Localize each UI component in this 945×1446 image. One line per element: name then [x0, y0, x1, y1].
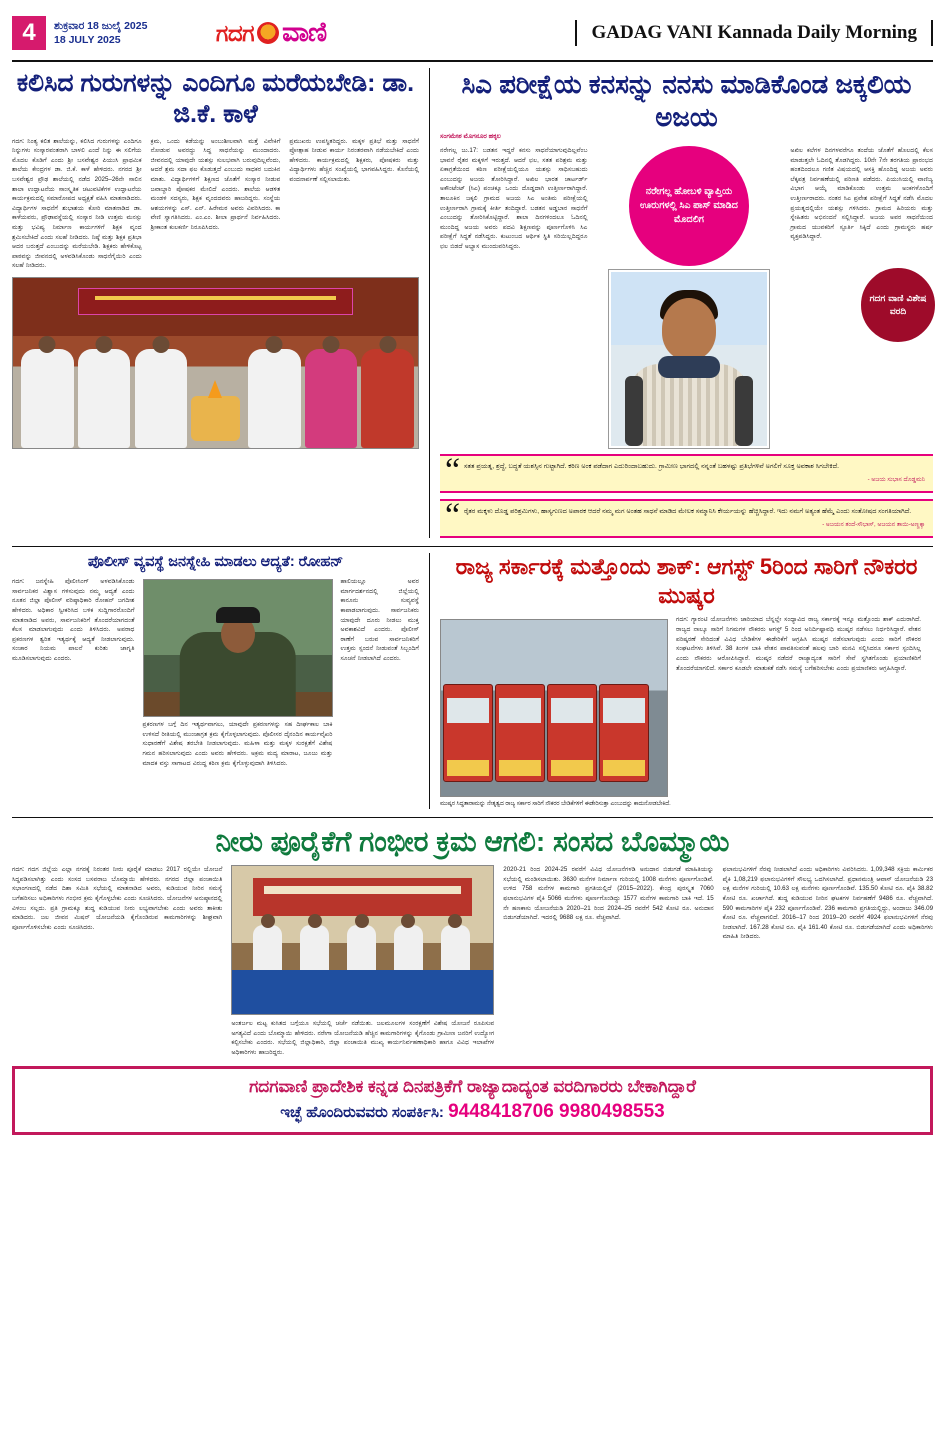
story-water-photo: [231, 865, 494, 1015]
story-transport-col-1: ಗದಗ: ಗ್ಯಾರಂಟಿ ಯೋಜನೆಗಳು ಜಾರಿಯಾದ ಬೆನ್ನಲ್ಲೇ ಸಂಧ್ಯಾವಿದ ರಾಜ್ಯ ಸರ್ಕಾರಕ್ಕೆ ಇನ್ನೂ ಮತ್ತೊಂದು ಶಾಕ್ ಎದುರಾಗಿದೆ. ರಾಜ್ಯದ ನಾಲ್ಕೂ ಸಾರಿಗೆ ನಿಗಮಗಳ ನೌಕರರು ಆಗಸ್ಟ್ 5 ರಿಂದ ಅನಿರ್ದಿಷ್ಟಾವಧಿ ಮುಷ್ಕರ ನಡೆಸಲು ನಿರ್ಧರಿಸಿದ್ದಾರೆ. ವೇತನ ಪರಿಷ್ಕರಣೆ ಸೇರಿದಂತೆ ವಿವಿಧ ಬೇಡಿಕೆಗಳ ಈಡೇರಿಕೆಗೆ ಆಗ್ರಹಿಸಿ ಮುಷ್ಕರ ನಡೆಸಲಾಗುವುದು ಎಂದು ಸಾರಿಗೆ ನೌಕರರ ಸಂಘಟನೆಗಳು ತಿಳಿಸಿವೆ. 38 ತಿಂಗಳ ಬಾಕಿ ವೇತನ ಪಾವತಿಸುವಂತೆ ಹಲವು ಬಾರಿ ಮನವಿ ಸಲ್ಲಿಸಿದರೂ ಸರ್ಕಾರ ಸ್ಪಂದಿಸಿಲ್ಲ ಎಂದು ನೌಕರರು ಆರೋಪಿಸಿದ್ದಾರೆ. ಮುಷ್ಕರ ನಡೆದರೆ ರಾಜ್ಯಾದ್ಯಂತ ಸಾರಿಗೆ ಸೇವೆ ಸ್ಥಗಿತಗೊಂಡು ಪ್ರಯಾಣಿಕರಿಗೆ ತೊಂದರೆಯಾಗಲಿದೆ. ಸರ್ಕಾರ ಕೂಡಲೇ ಮಾತುಕತೆ ನಡೆಸಿ ಸಮಸ್ಯೆ ಬಗೆಹರಿಸಬೇಕು ಎಂದು ಪ್ರಯಾಣಿಕರು ಆಗ್ರಹಿಸಿದ್ದಾರೆ.: [676, 616, 921, 672]
story-teachers-col-2: ಕ್ರಮ, ಒಂದು ಕಡೆಯನ್ನು ಅಂಬುಶೀಲವಾಗಿ ಮತ್ತೆ ವಿವೇಕಿಗೆ ನೋಡುವ ಅವರದ್ದು ಸಿದ್ಧ ಸಾಧನೆಯನ್ನು ಮುಂದಾದರು. ಜೀವನದಲ್ಲಿ ಯಾವುದೇ ಯಶಸ್ಸು ಸುಲಭವಾಗಿ ಬರುವುದಿಲ್ಲವೆಂದು, ಆದರೆ ಶ್ರಮ ಸದಾ ಫಲ ಕೊಡುತ್ತದೆ ಎಂಬುದು ಸಾಧಕರ ಬದುಕಿನ ಮಾತು. ವಿದ್ಯಾರ್ಥಿಗಳಿಗೆ ಶಿಕ್ಷಣದ ಜೊತೆಗೆ ಸಂಸ್ಕಾರ ನೀಡುವ ಜವಾಬ್ದಾರಿ ಪೋಷಕರ ಮೇಲಿದೆ ಎಂದರು. ಶಾಲೆಯ ಆಡಳಿತ ಮಂಡಳಿ ಸದಸ್ಯರು, ಶಿಕ್ಷಕ ವೃಂದದವರು ಹಾಜರಿದ್ದರು. ಸಂಸ್ಥೆಯ ಆಶಯಗಳನ್ನು ಎಸ್. ಎನ್. ಹಿರೇಮಠ ಅವರು ವಿವರಿಸಿದರು. ಕಾ ವೇಣಿ ಸ್ವಾಗತಿಸಿದರು. ಎಂ.ಎಂ. ಶೀಲಾ ಪ್ರಾರ್ಥನೆ ನಿರ್ವಹಿಸಿದರು. ಶ್ರೀಕಾಂತ ಕುಲಕರ್ಣಿ ನಿರೂಪಿಸಿದರು.: [150, 137, 281, 231]
story-ca-columns: [440, 146, 933, 448]
story-teachers-col-1: ಗದಗ: ನಿಂತ್ಯ ಕಲಿತ ಶಾಲೆಯನ್ನು, ಕಲಿಸಿದ ಗುರುಗಳನ್ನು ಎಂದಿಗೂ ನಿನ್ನುಗಳು ಸಂಸ್ಕಾರವಂತರಾಗಿ ಬಾಳಲಿ ಎಂದೆ ನಿನ್ನು ಈ ಸಲಿಗೆಯ ಮೊದಲ ಕೊಡಿಗೆ ಎಂದು ಶ್ರೀ ಬಸವೇಶ್ವರ ಪಿಯುಸಿ ಪ್ರಾಥಮಿಕ ಶಾಲೆಯ ಕೇಂದ್ರಗಳ ಡಾ. ಜಿ.ಕೆ. ಕಾಳೆ ಹೇಳಿದರು. ನಗರದ ಶ್ರೀ ಬಸವೇಶ್ವರ ಪ್ರೌಢ ಶಾಲೆಯಲ್ಲಿ ನಡೆದ 2025–26ನೇ ಸಾಲಿನ ಶಾಲಾ ಉದ್ಘಾಟನೆಯ ಸಾಂಸ್ಕೃತಿಕ ಚಟುವಟಿಕೆಗಳ ಉದ್ಘಾಟನೆಯ ಕಾರ್ಯಕ್ರಮದಲ್ಲಿ ಸಮಾರೋಪದ ಅಧ್ಯಕ್ಷತೆ ವಹಿಸಿ ಮಾತನಾಡಿದರು. ವಿದ್ಯಾರ್ಥಿಗಳ ಸಾಧನೆಗೆ ಶುಭಾಶಯ ಕೋರಿ ಮಾತನಾಡಿದ ಡಾ. ಕಾಳೆಯವರು, ಪ್ರೌಢಾವಸ್ಥೆಯಲ್ಲಿ ಸಂಸ್ಕಾರ ನೀಡಿ ಉತ್ತಮ ಮನಸ್ಸು ಮತ್ತು ಭವಿಷ್ಯ ನಿರ್ಮಾಣ ಕಾರ್ಯಗಳಿಗೆ ಶಿಕ್ಷಕ ವೃಂದ ಶ್ರಮಿಸಬೇಕಿದೆ ಎಂದು ಸಲಹೆ ನೀಡಿದರು. ನಿಷ್ಠೆ ಮತ್ತು ಶಿಕ್ಷಕ ಪ್ರತಿಭಾ ಆದರ ಬರುತ್ತದೆ ಎಂಬುದನ್ನು ಮರೆಯಬೇಡಿ. ಶಿಕ್ಷಕರು ಹೇಳಿಕೊಟ್ಟ ಪಾಠವನ್ನು ಜೀವನದಲ್ಲಿ ಅಳವಡಿಸಿಕೊಂಡು ಸಾಧನೆಗೈಯಿರಿ ಎಂದು ಸಲಹೆ ನೀಡಿದರು.: [12, 137, 142, 270]
story-police-col-1: ಗದಗ: ಜನಸ್ನೇಹಿ ಪೊಲೀಸಿಂಗ್ ಅಳವಡಿಸಿಕೊಂಡು ಸಾರ್ವಜನಿಕರ ವಿಶ್ವಾಸ ಗಳಿಸುವುದು ನಮ್ಮ ಆದ್ಯತೆ ಎಂದು ನೂತನ ಜಿಲ್ಲಾ ಪೊಲೀಸ್ ವರಿಷ್ಠಾಧಿಕಾರಿ ರೋಹನ್ ಜಗದೀಶ ಹೇಳಿದರು. ಅಧಿಕಾರ ಸ್ವೀಕರಿಸಿದ ಬಳಿಕ ಸುದ್ದಿಗಾರರೊಂದಿಗೆ ಮಾತನಾಡಿದ ಅವರು, ಸಾರ್ವಜನಿಕರಿಗೆ ತೊಂದರೆಯಾಗದಂತೆ ಕೆಲಸ ಮಾಡಲಾಗುವುದು ಎಂದು ತಿಳಿಸಿದರು. ಅಪರಾಧ ಪ್ರಕರಣಗಳ ತ್ವರಿತ ಇತ್ಯರ್ಥಕ್ಕೆ ಆದ್ಯತೆ ನೀಡಲಾಗುವುದು. ಸಂಚಾರ ನಿಯಮ ಪಾಲನೆ ಕುರಿತು ಜಾಗೃತಿ ಮೂಡಿಸಲಾಗುವುದು ಎಂದರು.: [12, 578, 135, 662]
story-ca-portrait: [609, 270, 769, 448]
paper-title: GADAG VANI Kannada Daily Morning: [575, 20, 933, 46]
masthead: [12, 10, 933, 62]
story-transport-headline: ರಾಜ್ಯ ಸರ್ಕಾರಕ್ಕೆ ಮತ್ತೊಂದು ಶಾಕ್: ಆಗಸ್ಟ್ 5ರಿಂದ ಸಾರಿಗೆ ನೌಕರರ ಮುಷ್ಕರ: [455, 554, 918, 608]
top-section: [12, 68, 933, 538]
logo-text-gadaga: ಗದಗ: [215, 19, 255, 46]
story-ca-byline: ಸಂಗಮೇಶ ಮೊಗನೂರ ಹಕ್ಕಲ: [440, 133, 501, 140]
date-english: 18 JULY 2025: [54, 34, 121, 46]
story-ca-quote-2: [440, 499, 933, 538]
story-ca-headline: ಸಿಎ ಪರೀಕ್ಷೆಯ ಕನಸನ್ನು ನನಸು ಮಾಡಿಕೊಂಡ ಜಕ್ಕಲಿಯ ಅಜಯ: [461, 69, 912, 132]
ad-phone-numbers[interactable]: 9448418706 9980498553: [448, 1100, 665, 1122]
page-number: 4: [12, 16, 46, 50]
story-teachers-headline: ಕಲಿಸಿದ ಗುರುಗಳನ್ನು ಎಂದಿಗೂ ಮರೆಯಬೇಡಿ: ಡಾ. ಜಿ.ಕೆ. ಕಾಳೆ: [16, 69, 415, 129]
story-teachers-col-3: ಪ್ರಮುಖರು ಉಪಸ್ಥಿತರಿದ್ದರು. ಮಕ್ಕಳ ಪ್ರತಿಭೆ ಮತ್ತು ಸಾಧನೆಗೆ ಪ್ರೋತ್ಸಾಹ ನೀಡುವ ಕಾರ್ಯ ನಿರಂತರವಾಗಿ ನಡೆಯಬೇಕಿದೆ ಎಂದು ಹೇಳಿದರು. ಕಾರ್ಯಕ್ರಮದಲ್ಲಿ ಶಿಕ್ಷಕರು, ಪೋಷಕರು ಮತ್ತು ವಿದ್ಯಾರ್ಥಿಗಳು ಹೆಚ್ಚಿನ ಸಂಖ್ಯೆಯಲ್ಲಿ ಭಾಗವಹಿಸಿದ್ದರು. ಕೊನೆಯಲ್ಲಿ ವಂದನಾರ್ಪಣೆ ಸಲ್ಲಿಸಲಾಯಿತು.: [289, 137, 420, 183]
story-police-col-2: ಪ್ರಕರಣಗಳ ಬಗ್ಗೆ ದಿನ ಇತ್ಯರ್ಥವಾಗಲು, ಯಾವುದೇ ಪ್ರಕರಣಗಳನ್ನು ಸಹ ದೀರ್ಘಕಾಲ ಬಾಕಿ ಉಳಿಸದೆ ರೀತಿಯಲ್ಲಿ ಮುಂಜಾಗ್ರತ ಕ್ರಮ ಕೈಗೊಳ್ಳಲಾಗುವುದು. ಪೊಲೀಸರ ದೈನಂದಿನ ಕಾರ್ಯವೈಖರಿ ಸುಧಾರಣೆಗೆ ವಿಶೇಷ ತರಬೇತಿ ನೀಡಲಾಗುವುದು. ಮಹಿಳಾ ಮತ್ತು ಮಕ್ಕಳ ಸುರಕ್ಷತೆಗೆ ವಿಶೇಷ ಗಮನ ಹರಿಸಲಾಗುವುದು ಎಂದು ಅವರು ಹೇಳಿದರು. ಅಕ್ರಮ ಮದ್ಯ ಮಾರಾಟ, ಜೂಜು ಮತ್ತು ಮಾದಕ ವಸ್ತು ಸಾಗಾಟದ ವಿರುದ್ಧ ಕಠಿಣ ಕ್ರಮ ಕೈಗೊಳ್ಳುವುದಾಗಿ ತಿಳಿಸಿದರು.: [142, 721, 333, 767]
story-water: [12, 817, 933, 1057]
masthead-right: [366, 20, 933, 46]
sun-logo-icon: [257, 22, 279, 44]
story-transport-columns: [440, 615, 933, 797]
ad-contact-label: ಇಚ್ಛೆ ಹೊಂದಿರುವವರು ಸಂಪರ್ಕಿಸಿ:: [280, 1103, 444, 1121]
story-water-col-1: ಗದಗ: ಗದಗ ಜಿಲ್ಲೆಯ ಎಲ್ಲಾ ನಗರಕ್ಕೆ ನಿರಂತರ ನೀರು ಪೂರೈಕೆ ಮಾಡಲು 2017 ರಲ್ಲಿಯೇ ಯೋಜನೆ ಸಿದ್ಧಪಡಿಸಲಾಗಿತ್ತು ಎಂದು ಸಂಸದ ಬಸವರಾಜ ಬೊಮ್ಮಾಯಿ ಹೇಳಿದರು. ನಗರದ ಜಿಲ್ಲಾ ಪಂಚಾಯಿತಿ ಸಭಾಂಗಣದಲ್ಲಿ ನಡೆದ ದಿಶಾ ಸಮಿತಿ ಸಭೆಯಲ್ಲಿ ಮಾತನಾಡಿದ ಅವರು, ಕುಡಿಯುವ ನೀರಿನ ಸಮಸ್ಯೆ ಬಗೆಹರಿಸಲು ಅಧಿಕಾರಿಗಳು ಗಂಭೀರ ಕ್ರಮ ಕೈಗೊಳ್ಳಬೇಕು ಎಂದು ಸೂಚಿಸಿದರು. ಯೋಜನೆಗಳ ಅನುಷ್ಠಾನದಲ್ಲಿ ವಿಳಂಬ ಸಲ್ಲದು. ಪ್ರತಿ ಗ್ರಾಮಕ್ಕೂ ಶುದ್ಧ ಕುಡಿಯುವ ನೀರು ಲಭ್ಯವಾಗಬೇಕು ಎಂದು ಅವರು ತಾಕೀತು ಮಾಡಿದರು. ಜಲ ಜೀವನ ಮಿಷನ್ ಯೋಜನೆಯಡಿ ಕೈಗೊಂಡಿರುವ ಕಾಮಗಾರಿಗಳನ್ನು ಶೀಘ್ರವಾಗಿ ಪೂರ್ಣಗೊಳಿಸಬೇಕು ಎಂದು ಸೂಚಿಸಿದರು.: [12, 866, 223, 931]
story-water-media: [231, 865, 494, 1057]
recruitment-advertisement: [12, 1066, 933, 1135]
story-water-headline: ನೀರು ಪೂರೈಕೆಗೆ ಗಂಭೀರ ಕ್ರಮ ಆಗಲಿ: ಸಂಸದ ಬೊಮ್ಮಾಯಿ: [215, 826, 730, 858]
ad-line-1: ಗದಗವಾಣಿ ಪ್ರಾದೇಶಿಕ ಕನ್ನಡ ದಿನಪತ್ರಿಕೆಗೆ ರಾಜ್ಯಾದಾದ್ಯಂತ ವರದಿಗಾರರು ಬೇಕಾಗಿದ್ದಾರೆ: [249, 1076, 696, 1096]
story-ca: [430, 68, 933, 538]
middle-section: [12, 546, 933, 809]
story-ca-col-1: ನರೇಗಲ್ಲ ಜು.17: ಬಡತನ ಇದ್ದರೆ ಕನಸು ಸಾಧನೆಯಾಗುವುದಿಲ್ಲವೆಂಬ ಭಾವನೆ ರೈತರ ಮಕ್ಕಳಿಗೆ ಇರುತ್ತದೆ. ಆದರೆ ಛಲ, ಸತತ ಪರಿಶ್ರಮ ಮತ್ತು ಏಕಾಗ್ರತೆಯಿಂದ ಕಠಿಣ ಪರೀಕ್ಷೆಯಲ್ಲಿಯೂ ಯಶಸ್ಸು ಸಾಧಿಸಬಹುದು ಎಂಬುದನ್ನು ಅಜಯ ತೋರಿಸಿದ್ದಾರೆ. ಅಖಿಲ ಭಾರತ ಚಾರ್ಟರ್ಡ್ ಅಕೌಂಟೆಂಟ್ (ಸಿಎ) ಪಂಚಕ್ಕೂ ಒಂದು ದೊಡ್ಡದಾಗಿ ಉತ್ತೀರ್ಣರಾಗಿದ್ದಾರೆ. ತಾಲೂಕಿನ ಜಕ್ಕಲಿ ಗ್ರಾಮದ ಅಜಯ ಸಿಎ ಅಂತಿಮ ಪರೀಕ್ಷೆಯಲ್ಲಿ ಉತ್ತೀರ್ಣರಾಗಿ ಗ್ರಾಮಕ್ಕೆ ಕೀರ್ತಿ ತಂದಿದ್ದಾರೆ. ಬಡತನ ಅಡ್ಡಬಾರ ಸಾಧನೆಗೆ ಎಂಬುದನ್ನು ತೋರಿಸಿಕೊಟ್ಟಿದ್ದಾರೆ. ಶಾಲಾ ದಿನಗಳಿಂದಲೂ ಓದಿನಲ್ಲಿ ಮುಂದಿದ್ದ ಅಜಯ ಅವರು ಪದವಿ ಶಿಕ್ಷಣವನ್ನು ಪೂರ್ಣಗೊಳಿಸಿ ಸಿಎ ಪರೀಕ್ಷೆಗೆ ಸಿದ್ಧತೆ ನಡೆಸಿದ್ದರು. ಕುಟುಂಬದ ಆರ್ಥಿಕ ಸ್ಥಿತಿ ಸರಿಯಿಲ್ಲದಿದ್ದರೂ ಛಲ ಬಿಡದೆ ಅಭ್ಯಾಸ ಮುಂದುವರಿಸಿದ್ದರು.: [440, 147, 588, 251]
story-water-col-2: ಅಂತರ್ಜಲ ಮಟ್ಟ ಕುಸಿತದ ಬಗ್ಗೆಯೂ ಸಭೆಯಲ್ಲಿ ಚರ್ಚೆ ನಡೆಯಿತು. ಜಲಮೂಲಗಳ ಸಂರಕ್ಷಣೆಗೆ ವಿಶೇಷ ಯೋಜನೆ ರೂಪಿಸುವ ಅಗತ್ಯವಿದೆ ಎಂದು ಬೊಮ್ಮಾಯಿ ಹೇಳಿದರು. ನರೇಗಾ ಯೋಜನೆಯಡಿ ಹೆಚ್ಚಿನ ಕಾಮಗಾರಿಗಳನ್ನು ಕೈಗೊಂಡು ಗ್ರಾಮೀಣ ಜನರಿಗೆ ಉದ್ಯೋಗ ಕಲ್ಪಿಸಬೇಕು ಎಂದರು. ಸಭೆಯಲ್ಲಿ ಜಿಲ್ಲಾಧಿಕಾರಿ, ಜಿಲ್ಲಾ ಪಂಚಾಯಿತಿ ಮುಖ್ಯ ಕಾರ್ಯನಿರ್ವಹಣಾಧಿಕಾರಿ ಹಾಗೂ ವಿವಿಧ ಇಲಾಖೆಗಳ ಅಧಿಕಾರಿಗಳು ಹಾಜರಿದ್ದರು.: [231, 1020, 495, 1056]
story-ca-col-3: [790, 146, 933, 448]
story-police-photo-wrap: [143, 577, 333, 768]
story-police-photo: [143, 579, 333, 717]
story-ca-quote-1-text: “ ಸತತ ಪ್ರಯತ್ನ, ಶ್ರದ್ಧೆ, ಬದ್ಧತೆ ಯಶಸ್ಸಿನ ಗುಟ್ಟಾಗಿದೆ. ಕಠಿಣ ಅಂಕ ಪಡೆದಾಗ ಎದುರಿಂದಾಬಹುದು. ಗ್ರಾಮೀಣ ಭಾಗದಲ್ಲಿ ನನ್ನಂತೆ ಬಹಳಷ್ಟು ಪ್ರತಿಭೆಗಳಿವೆ ಅಗಲಿಗೆ ಸೂಕ್ತ ಅವಕಾಶ ಸಿಗಬೇಕಿದೆ.: [464, 463, 839, 470]
story-ca-col-3-text: ಅಖಿಲ ಕಲೆಗಳ ದಿನಗಳವರೆಗೂ ತಂದೆಯ ಜೊತೆಗೆ ಹೊಲದಲ್ಲಿ ಕೆಲಸ ಮಾಡುತ್ತಲೇ ಓದಿನಲ್ಲಿ ತೊಡಗಿದ್ದರು. 10ನೇ 7ನೇ ತರಗತಿಯ ಪ್ರಾರಂಭದ ಹಂತದಿಂದಲೂ ಗಣಿತ ವಿಷಯದಲ್ಲಿ ಆಸಕ್ತಿ ಹೊಂದಿದ್ದ ಅಜಯ ಅವರು ಲೆಕ್ಕಪತ್ರ ನಿರ್ವಹಣೆಯಲ್ಲಿ ಪರಿಣತಿ ಪಡೆದರು. ಪಿಯುಸಿಯಲ್ಲಿ ವಾಣಿಜ್ಯ ವಿಭಾಗ ಆಯ್ಕೆ ಮಾಡಿಕೊಂಡು ಉತ್ತಮ ಅಂಕಗಳೊಂದಿಗೆ ಉತ್ತೀರ್ಣರಾದರು. ನಂತರ ಸಿಎ ಪ್ರವೇಶ ಪರೀಕ್ಷೆಗೆ ಸಿದ್ಧತೆ ನಡೆಸಿ ಮೊದಲ ಪ್ರಯತ್ನದಲ್ಲಿಯೇ ಯಶಸ್ಸು ಗಳಿಸಿದರು. ಗ್ರಾಮದ ಹಿರಿಯರು ಮತ್ತು ಸ್ನೇಹಿತರು ಅಭಿನಂದನೆ ಸಲ್ಲಿಸಿದ್ದಾರೆ. ಅಜಯ ಅವರ ಸಾಧನೆಯಿಂದ ಗ್ರಾಮದ ಯುವಕರಿಗೆ ಸ್ಫೂರ್ತಿ ಸಿಕ್ಕಿದೆ ಎಂದು ಗ್ರಾಮಸ್ಥರು ಹರ್ಷ ವ್ಯಕ್ತಪಡಿಸಿದ್ದಾರೆ.: [790, 147, 933, 241]
story-transport-caption: ಮುಷ್ಕರ ಸಿದ್ಧತಾರಾಮನ್ನು ನೇತೃತ್ವದ ರಾಜ್ಯ ಸರ್ಕಾರ ಸಾರಿಗೆ ನೌಕರರ ಬೇಡಿಕೆಗಳಿಗೆ ಈಡೇರಿಸುತ್ತಾ ಎಂಬುದನ್ನು ಕಾದುನೋಡಬೇಕಿದೆ.: [440, 801, 671, 808]
date-kannada: ಶುಕ್ರವಾರ 18 ಜುಲೈ 2025: [54, 19, 148, 32]
story-police-col-3: ಹಾಲಿಯಲ್ಲೂ ಅವರ ಮಾರ್ಗದರ್ಶನದಲ್ಲಿ ಜಿಲ್ಲೆಯಲ್ಲಿ ಕಾನೂನು ಸುವ್ಯವಸ್ಥೆ ಕಾಪಾಡಲಾಗುವುದು. ಸಾರ್ವಜನಿಕರು ಯಾವುದೇ ದೂರು ನೀಡಲು ಮುಕ್ತ ಅವಕಾಶವಿದೆ ಎಂದರು. ಪೊಲೀಸ್ ಠಾಣೆಗೆ ಬರುವ ಸಾರ್ವಜನಿಕರಿಗೆ ಉತ್ತಮ ಸ್ಪಂದನೆ ನೀಡುವಂತೆ ಸಿಬ್ಬಂದಿಗೆ ಸೂಚನೆ ನೀಡಲಾಗಿದೆ ಎಂದರು.: [340, 578, 419, 662]
newspaper-logo: [176, 17, 366, 49]
story-ca-quote-2-attr: - ಅಜಯನ ತಂದೆ-ಸೌಭಾಸ್, ಅಜಯನ ತಾಯಿ-ಅಣ್ಣಕ್ಕಾ: [822, 521, 925, 528]
story-teachers-columns: [12, 137, 419, 272]
story-ca-quote-1-attr: - ಅಜಯ ಸುಭಾಸ ದೊಡ್ಡಮನಿ: [867, 476, 925, 483]
story-teachers-photo: [12, 277, 419, 449]
story-police-columns: [12, 577, 419, 768]
story-ca-quote-1: [440, 454, 933, 493]
story-ca-media: [596, 146, 783, 448]
date-block: [54, 19, 176, 47]
story-transport-photo-wrap: [440, 615, 668, 797]
logo-text-vani: ವಾಣಿ: [282, 17, 327, 47]
story-water-col-3: 2020-21 ರಿಂದ 2024-25 ರವರೆಗೆ ವಿವಿಧ ಯೋಜನೆಗಳಡಿ ಅನುದಾನ ಬಿಡುಗಡೆ ಮಾಹಿತಿಯನ್ನು ಸಭೆಯಲ್ಲಿ ಮಂಡಿಸಲಾಯಿತು. 3630 ಮನೆಗಳ ನಿರ್ಮಾಣ ಗುರಿಯಲ್ಲಿ 1008 ಮನೆಗಳು ಪೂರ್ಣಗೊಂಡಿವೆ. ಉಳಿದ 758 ಮನೆಗಳ ಕಾಮಗಾರಿ ಪ್ರಗತಿಯಲ್ಲಿದೆ (2015–2022). ಕೇಂದ್ರ ಪುರಸ್ಕೃತ 7060 ಫಲಾನುಭವಿಗಳ ಪೈಕಿ 5066 ಮನೆಗಳು ಪೂರ್ಣಗೊಂಡಿದ್ದು 1577 ಮನೆಗಳ ಕಾಮಗಾರಿ ಬಾಕಿ ಇದೆ. 15 ನೇ ಹಣಕಾಸು ಯೋಜನೆಯಡಿ 2020–21 ರಿಂದ 2024–25 ರವರೆಗೆ 542 ಕೋಟಿ ರೂ. ಅನುದಾನ ಬಿಡುಗಡೆಯಾಗಿದೆ. ಇದರಲ್ಲಿ 9688 ಲಕ್ಷ ರೂ. ವೆಚ್ಚವಾಗಿದೆ.: [503, 866, 714, 922]
story-teachers: [12, 68, 430, 538]
ad-line-2: [21, 1101, 924, 1123]
story-ca-quote-2-text: “ ರೈತರ ಮಕ್ಕಳು ದೊಡ್ಡ ಪರಿಶ್ರಮಿಗಳು, ಹಾಸ್ಯಗುಣದ ಅಪಾರಕ ಆದರೆ ನಮ್ಮ ಮಗ ಅಂತಹ ಸಾಧನೆ ಮಾಡಿದ ಮೇಲಕ ಸಮ್ಮಾನಿಸಿ ಕೇರ್ಯಯನ್ನು ಹೆಚ್ಚಿಸಿದ್ದಾರೆ. ಇದು ನಮಗೆ ಅತ್ಯಂತ ಹೆಮ್ಮೆ ಎಂದು ಸಂತೋಷದ ಸಂಗತಿಯಾಗಿದೆ.: [464, 508, 912, 516]
special-report-stamp: ಗದಗ ವಾಣಿ ವಿಶೇಷ ವರದಿ: [859, 266, 937, 344]
story-ca-callout-bubble: ನರೇಗಲ್ಲ ಹೋಬಳಿ ವ್ಯಾಪ್ತಿಯ ಊರುಗಳಲ್ಲಿ ಸಿಎ ಪಾಸ್ ಮಾಡಿದ ಮೊದಲಿಗ: [629, 146, 749, 266]
story-police: [12, 553, 430, 809]
story-transport-photo: [440, 619, 668, 797]
story-water-columns: [12, 865, 933, 1057]
story-transport: [430, 553, 933, 809]
story-police-headline: ಪೊಲೀಸ್ ವ್ಯವಸ್ಥೆ ಜನಸ್ನೇಹಿ ಮಾಡಲು ಆದ್ಯತೆ: ರೋಹನ್: [87, 554, 344, 571]
story-water-col-4: ಫಲಾನುಭವಿಗಳಿಗೆ ನೆರವು ನೀಡಲಾಗಿದೆ ಎಂದು ಅಧಿಕಾರಿಗಳು ವಿವರಿಸಿದರು. 1,09,348 ಸಕ್ರಿಯ ಕಾರ್ಮಿಕರ ಪೈಕಿ 1,08,219 ಫಲಾನುಭವಿಗಳಿಗೆ ಸೌಲಭ್ಯ ಒದಗಿಸಲಾಗಿದೆ. ಪ್ರಧಾನಮಂತ್ರಿ ಆವಾಸ್ ಯೋಜನೆಯಡಿ 23 ಲಕ್ಷ ಮನೆಗಳ ಗುರಿಯಲ್ಲಿ 10.63 ಲಕ್ಷ ಮನೆಗಳು ಪೂರ್ಣಗೊಂಡಿವೆ. 135.50 ಕೋಟಿ ರೂ. ಪೈಕಿ 38.82 ಕೋಟಿ ರೂ. ಖರ್ಚಾಗಿದೆ. ಶುದ್ಧ ಕುಡಿಯುವ ನೀರಿನ ಘಟಕಗಳ ನಿರ್ವಹಣೆಗೆ 9486 ರೂ. ವೆಚ್ಚವಾಗಿದೆ. 590 ಕಾಮಗಾರಿಗಳ ಪೈಕಿ 232 ಪೂರ್ಣಗೊಂಡಿವೆ. 236 ಕಾಮಗಾರಿ ಪ್ರಗತಿಯಲ್ಲಿದ್ದು, ಅಂದಾಜು 346.09 ಕೋಟಿ ರೂ. ವೆಚ್ಚವಾಗಲಿದೆ. 2016–17 ರಿಂದ 2019–20 ರವರೆಗೆ 4924 ಫಲಾನುಭವಿಗಳಿಗೆ ನೆರವು ನೀಡಲಾಗಿದೆ. 167.28 ಕೋಟಿ ರೂ. ಪೈಕಿ 161.40 ಕೋಟಿ ರೂ. ಬಿಡುಗಡೆಯಾಗಿದೆ ಎಂದು ಅಧಿಕಾರಿಗಳು ಮಾಹಿತಿ ನೀಡಿದರು.: [722, 866, 934, 941]
